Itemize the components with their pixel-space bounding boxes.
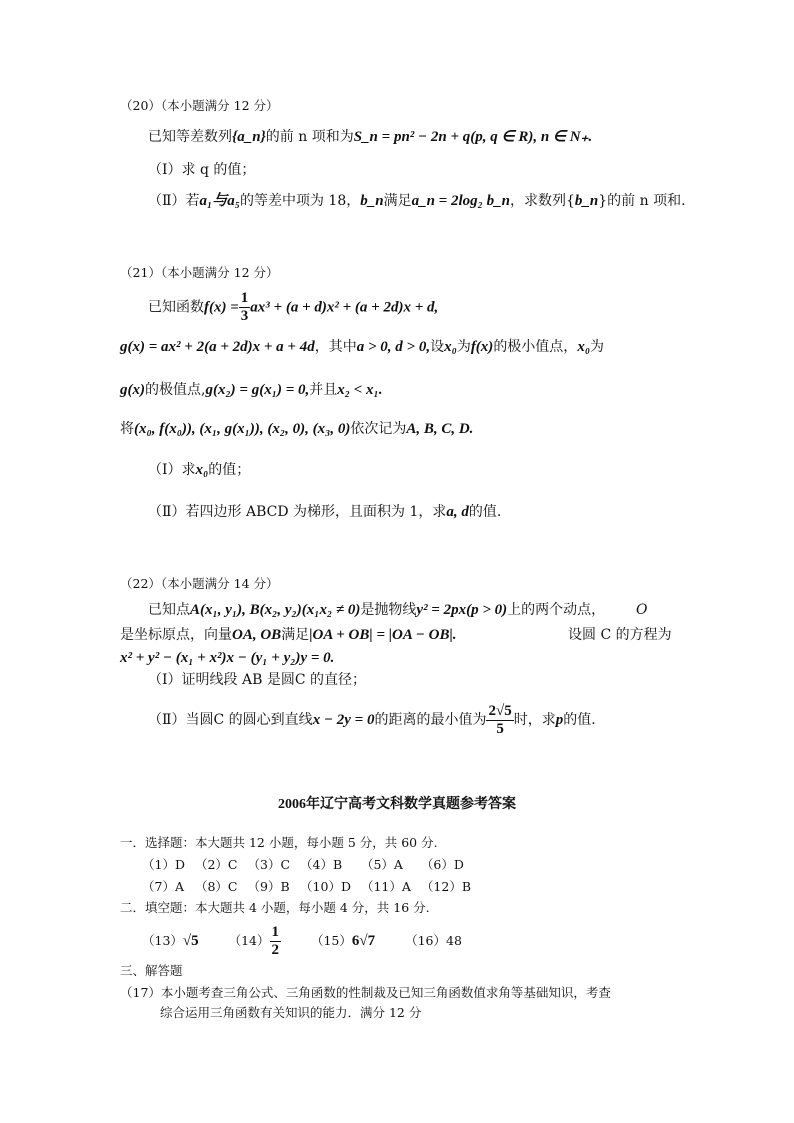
q21-line2-formula-e: x₀ — [577, 339, 591, 355]
q21-line4-text-a: 将 — [120, 421, 134, 437]
q21-part2-a: （Ⅱ）若四边形 ABCD 为梯形，且面积为 1，求 — [148, 504, 447, 520]
answer-cell: （7）A — [142, 879, 184, 894]
answers-title: 2006年辽宁高考文科数学真题参考答案 — [278, 797, 516, 812]
q17-solution-line1: （17）本小题考查三角公式、三角函数的性制裁及已知三角函数值求角等基础知识，考查 — [120, 985, 611, 1000]
q21-part1-c: 的值； — [208, 462, 251, 478]
answer-cell: （1）D — [142, 857, 185, 872]
q20-stem-mid: 的前 n 项和为 — [265, 129, 354, 145]
answers-choice-table — [142, 853, 481, 897]
q20-part1: （Ⅰ）求 q 的值； — [148, 162, 256, 178]
q20-part2-c: 的等差中项为 18， — [239, 193, 361, 209]
fill-fraction-14 — [270, 924, 282, 959]
q21-line2-text-d: 的极小值点， — [493, 339, 578, 355]
answer-cell: （5）A — [360, 857, 403, 872]
q20-part2-a: （Ⅱ）若 — [148, 193, 200, 209]
q22-frac-num: 2√5 — [488, 702, 512, 719]
q22-part2-c: 时，求 — [513, 712, 556, 728]
fill-value-13: √5 — [182, 933, 199, 949]
q21-line2-text-c: 为 — [456, 339, 471, 355]
q22-line2-right: 设圆 C 的方程为 — [568, 627, 672, 643]
q21-line4-formula-b: A, B, C, D. — [406, 421, 474, 437]
q22-line1-text-a: 已知点 — [148, 602, 190, 618]
q20-part2 — [148, 191, 686, 211]
q17-solution-line2: 综合运用三角函数有关知识的能力．满分 12 分 — [160, 1005, 422, 1020]
q21-line2-text-a: ，其中 — [314, 339, 357, 355]
q21-line4 — [120, 419, 473, 439]
answer-cell: （6）D — [420, 857, 464, 872]
fill-label-14: （14） — [228, 933, 270, 948]
q22-line3-formula: x² + y² − (x₁ + x²)x − (y₁ + y₂)y = 0. — [120, 650, 335, 666]
q21-line2-text-e: 为 — [590, 339, 605, 355]
answers-fill-row — [142, 922, 462, 960]
q22-line1-formula: A(x₁, y₁), B(x₂, y₂)(x₁x₂ ≠ 0) — [190, 602, 361, 618]
q21-part1-a: （Ⅰ）求 — [148, 462, 196, 478]
q20-stem-text: 已知等差数列 — [148, 129, 232, 145]
answers-choice-row — [142, 853, 481, 875]
q20-part2-i: }的前 n 项和. — [598, 193, 686, 209]
q21-line3-text-b: 并且 — [309, 382, 338, 398]
q21-line1 — [148, 290, 438, 325]
answer-cell: （2）C — [194, 857, 238, 872]
q22-line2 — [120, 625, 457, 645]
q22-frac-den: 5 — [496, 720, 504, 737]
answers-section-2: 二．填空题：本大题共 4 小题，每小题 4 分，共 16 分. — [120, 900, 430, 915]
q21-line4-formula: (x₀, f(x₀)), (x₁, g(x₁)), (x₂, 0), (x₃, 0) — [134, 421, 351, 437]
q21-frac-den: 3 — [240, 308, 249, 324]
q22-line2-text-b: 满足 — [281, 627, 310, 643]
q21-part1 — [148, 460, 250, 480]
q21-fraction — [239, 290, 251, 325]
q20-part2-f: a_n = 2log₂ b_n — [411, 193, 510, 209]
q21-part1-b: x₀ — [195, 462, 209, 478]
q20-part2-g: ，求数列{ — [509, 193, 575, 209]
q21-line3-text-a: 的极值点, — [145, 382, 206, 398]
q22-part2-d: p — [555, 712, 564, 728]
answer-cell: （8）C — [194, 879, 238, 894]
q21-line1-formula-b: ax³ + (a + d)x² + (a + 2d)x + d, — [250, 299, 439, 316]
q22-part2 — [148, 700, 596, 740]
answer-cell: （11）A — [360, 879, 411, 894]
fill-answer-16: （16）48 — [405, 933, 462, 948]
q21-line2 — [120, 337, 604, 357]
fill-label-13: （13） — [142, 933, 183, 948]
answers-section-1: 一．选择题：本大题共 12 小题，每小题 5 分，共 60 分. — [120, 835, 438, 850]
q20-part2-b: a₁与a₅ — [199, 193, 240, 209]
q21-line3-formula-a: g(x) — [120, 382, 145, 398]
q22-line1-formula-b: y² = 2px(p > 0) — [416, 602, 508, 618]
answer-cell: （12）B — [420, 879, 472, 894]
fill-frac-den: 2 — [271, 942, 280, 958]
q22-part2-formula: x − 2y = 0 — [312, 712, 375, 728]
q21-line2-text-b: 设 — [430, 339, 445, 355]
answers-choice-row — [142, 875, 481, 897]
q20-header: （20）（本小题满分 12 分） — [120, 98, 279, 113]
q20-part2-e: 满足 — [383, 193, 412, 209]
fill-value-15: 6√7 — [351, 933, 376, 949]
q22-line1 — [148, 600, 673, 620]
answer-cell: （9）B — [247, 879, 290, 894]
q21-line4-text-b: 依次记为 — [350, 421, 407, 437]
q21-line1-formula-a: f(x) = — [204, 299, 239, 316]
q21-line2-formula-c: x₀ — [444, 339, 457, 355]
q22-origin-label: O — [636, 602, 648, 618]
q21-line3 — [120, 380, 383, 400]
q20-part2-d: b_n — [360, 193, 384, 209]
q22-part2-b: 的距离的最小值为 — [374, 712, 487, 728]
q21-line2-formula: g(x) = ax² + 2(a + 2d)x + a + 4d — [120, 339, 315, 355]
q21-part2-c: 的值. — [468, 504, 502, 520]
q21-part2 — [148, 502, 501, 522]
q22-line1-text-b: 是抛物线 — [360, 602, 417, 618]
q22-line2-formula-a: OA, OB — [232, 627, 282, 643]
q22-part1: （Ⅰ）证明线段 AB 是圆C 的直径； — [148, 672, 366, 688]
q21-frac-num: 1 — [240, 290, 249, 306]
answer-cell: （3）C — [247, 857, 291, 872]
answer-cell: （4）B — [300, 857, 343, 872]
q22-line2-formula-b: |OA + OB| = |OA − OB|. — [309, 627, 457, 643]
fill-label-15: （15） — [310, 933, 352, 948]
q22-part2-a: （Ⅱ）当圆C 的圆心到直线 — [148, 712, 313, 728]
q20-stem-formula: S_n = pn² − 2n + q(p, q ∈ R), n ∈ N₊. — [353, 129, 593, 145]
q21-part2-b: a, d — [446, 504, 469, 520]
q20-stem — [148, 127, 592, 147]
q21-line1-text: 已知函数 — [148, 299, 204, 316]
q20-part2-h: b_n — [574, 193, 599, 209]
fill-frac-num: 1 — [271, 924, 280, 940]
q21-line3-formula-b: g(x₂) = g(x₁) = 0, — [205, 382, 310, 398]
q22-line3 — [120, 648, 334, 668]
q20-stem-set: {a_n} — [232, 129, 266, 145]
q21-line2-formula-b: a > 0, d > 0, — [356, 339, 431, 355]
q22-fraction — [486, 703, 513, 738]
q22-part2-e: 的值. — [563, 712, 596, 728]
q21-line3-formula-c: x₂ < x₁. — [337, 382, 383, 398]
q22-line2-text-a: 是坐标原点，向量 — [120, 627, 232, 643]
q21-header: （21）（本小题满分 12 分） — [120, 265, 279, 280]
q21-line2-formula-d: f(x) — [470, 339, 494, 355]
q22-line1-text-c: 上的两个动点， — [507, 602, 606, 618]
q22-header: （22）（本小题满分 14 分） — [120, 576, 279, 591]
answers-section-3: 三、解答题 — [120, 963, 183, 978]
answer-cell: （10）D — [300, 879, 351, 894]
